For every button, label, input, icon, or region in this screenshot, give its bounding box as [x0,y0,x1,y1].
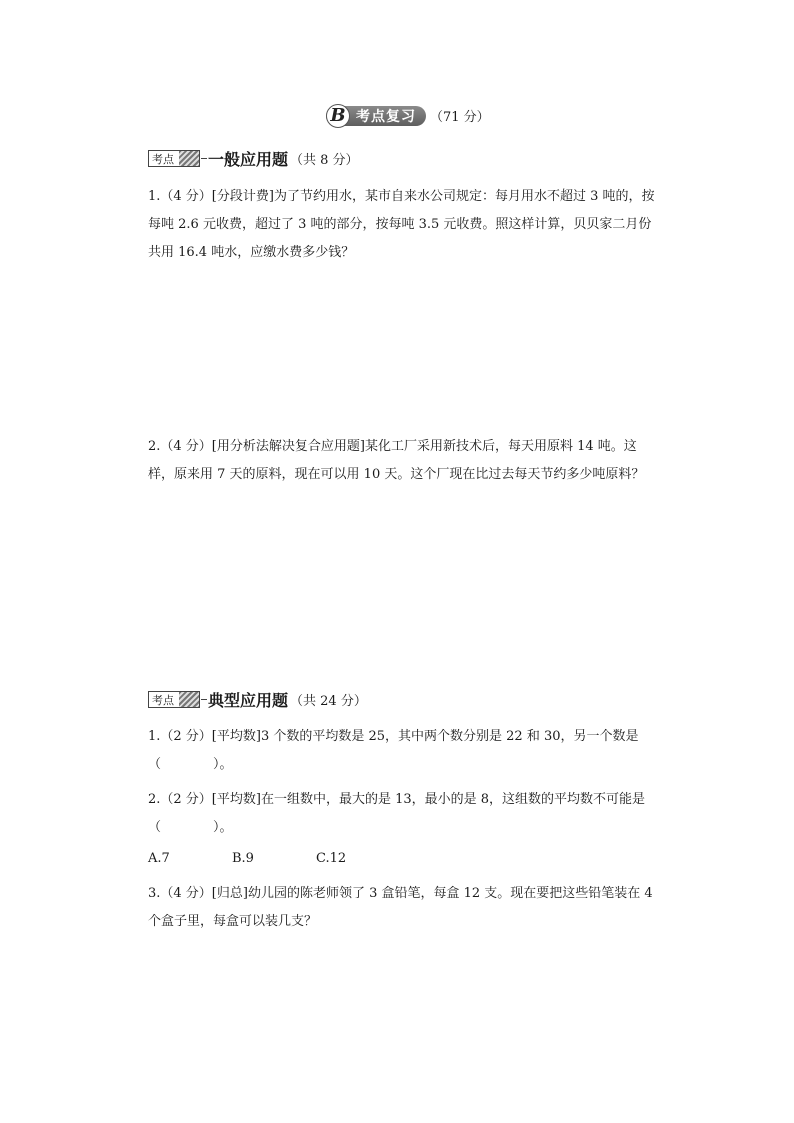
tag-connector-line [201,699,207,700]
banner-score: （71 分） [430,109,490,125]
section-2-tag-label: 考点 [152,693,174,707]
answer-options [148,851,400,866]
question-s2-2: 2.（2 分）[平均数]在一组数中，最大的是 13，最小的是 8，这组数的平均数不可能是（ ）。 [148,792,646,835]
option-b: B.9 [232,851,254,866]
banner-title: 考点复习 [356,109,416,125]
section-2-heading [148,688,367,710]
question-s1-1: 1.（4 分）[分段计费]为了节约用水，某市自来水公司规定：每月用水不超过 3 吨的，按每吨 2.6 元收费，超过了 3 吨的部分，按每吨 3.5 元收费。照这样计算，贝贝家二月份共用 16.4 吨水，应缴水费多少钱？ [148,189,655,260]
question-s2-1: 1.（2 分）[平均数]3 个数的平均数是 25，其中两个数分别是 22 和 30，另一个数是（ ）。 [148,729,639,772]
section-2-tag [148,691,200,708]
section-2-points: （共 24 分） [290,693,367,709]
banner-badge [326,106,426,126]
section-1-title: 一般应用题 [208,149,289,169]
section-1-tag [148,150,200,167]
section-banner [326,102,490,128]
section-1-heading [148,147,359,169]
banner-letter: B [326,104,350,128]
section-1-points: （共 8 分） [290,152,359,168]
tag-stripe-decoration [179,151,199,166]
section-2-title: 典型应用题 [208,690,289,710]
question-s2-3: 3.（4 分）[归总]幼儿园的陈老师领了 3 盒铅笔，每盒 12 支。现在要把这些铅笔装在 4 个盒子里，每盒可以装几支？ [148,886,653,929]
section-1-tag-label: 考点 [152,152,174,166]
option-c: C.12 [316,851,347,866]
tag-connector-line [201,158,207,159]
question-s1-2: 2.（4 分）[用分析法解决复合应用题]某化工厂采用新技术后，每天用原料 14 吨。这样，原来用 7 天的原料，现在可以用 10 天。这个厂现在比过去每天节约多少吨原料？ [148,439,645,482]
option-a: A.7 [148,851,170,866]
tag-stripe-decoration [179,692,199,707]
